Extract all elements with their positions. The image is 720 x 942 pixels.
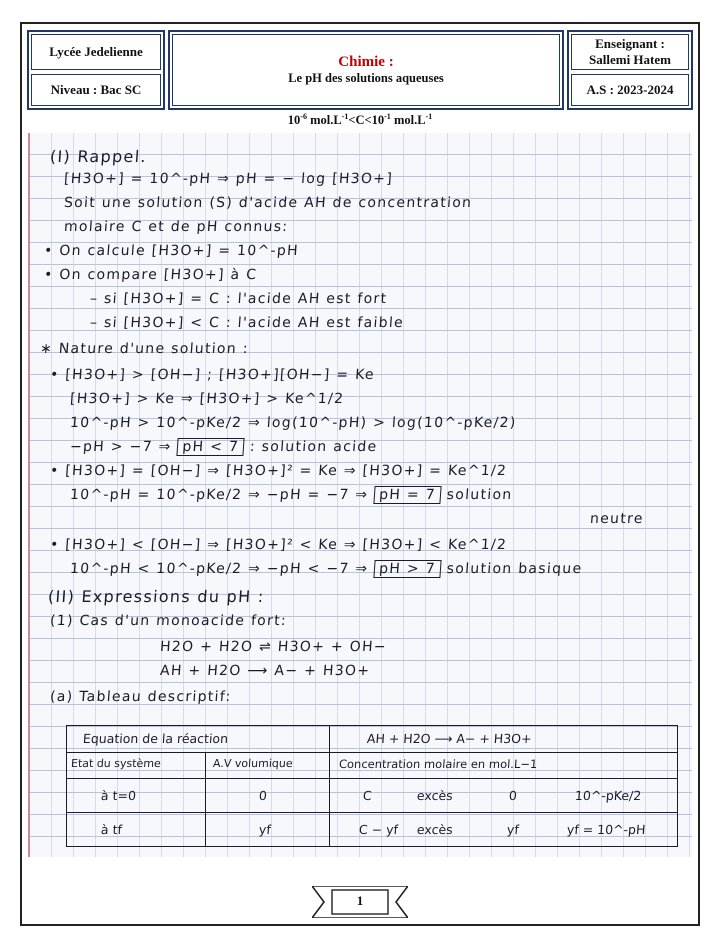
boxed-result: pH > 7	[374, 560, 442, 578]
note-line: Soit une solution (S) d'acide AH de concentration	[63, 195, 473, 211]
table-cell: A.V volumique	[212, 757, 294, 770]
table-cell: Equation de la réaction	[82, 731, 229, 746]
page-number: 1	[356, 893, 364, 908]
note-line: • On compare [H3O+] à C	[43, 267, 258, 283]
table-cell: 0	[508, 788, 518, 803]
note-line: ∗ Nature d'une solution :	[39, 341, 250, 357]
table-cell: yf	[506, 822, 520, 837]
table-rule	[329, 726, 330, 846]
table-cell: yf = 10^-pH	[566, 822, 646, 837]
concentration-condition	[0, 112, 720, 128]
table-cell: C − yf	[358, 822, 399, 837]
cond-exp: -1	[384, 112, 391, 121]
table-cell: C	[362, 788, 373, 803]
note-line	[69, 487, 513, 503]
note-text: solution	[446, 487, 514, 503]
cond-exp: -1	[425, 112, 433, 121]
note-line	[69, 561, 583, 577]
table-rule	[67, 752, 677, 753]
school-name: Lycée Jedelienne	[31, 34, 161, 70]
table-rule	[67, 812, 677, 813]
note-line: (1) Cas d'un monoacide fort:	[49, 613, 288, 629]
note-text: solution basique	[446, 561, 583, 577]
table-cell: 10^-pKe/2	[574, 788, 642, 803]
descriptive-table	[66, 725, 678, 847]
note-line: [H3O+] > Ke ⇒ [H3O+] > Ke^1/2	[69, 391, 345, 407]
table-cell: à tf	[100, 822, 123, 837]
note-line: • [H3O+] < [OH−] ⇒ [H3O+]² < Ke ⇒ [H3O+] < Ke^1/2	[49, 537, 508, 553]
cond-exp: -6	[300, 112, 307, 121]
cond-part: 10	[287, 113, 301, 128]
subject-title: Chimie :	[338, 54, 394, 70]
note-line: (a) Tableau descriptif:	[49, 689, 233, 705]
note-text: : solution acide	[249, 439, 378, 455]
cond-exp: -1	[341, 112, 349, 121]
teacher-label: Enseignant :	[595, 36, 665, 51]
note-text: 10^-pH = 10^-pKe/2 ⇒ −pH = −7 ⇒	[69, 487, 369, 503]
table-cell: Etat du système	[70, 757, 162, 770]
note-line: – si [H3O+] = C : l'acide AH est fort	[89, 291, 388, 307]
title-box	[172, 34, 560, 106]
note-line: [H3O+] = 10^-pH ⇒ pH = − log [H3O+]	[63, 171, 394, 187]
table-rule	[67, 778, 677, 779]
header	[27, 30, 693, 110]
table-cell: Concentration molaire en mol.L−1	[338, 757, 538, 771]
note-line: H2O + H2O ⇌ H3O+ + OH−	[159, 639, 388, 655]
table-cell: 0	[258, 788, 268, 803]
handwritten-notes-photo	[28, 133, 692, 857]
table-cell: excès	[416, 788, 454, 803]
cond-part: mol.L	[390, 113, 426, 128]
table-cell: yf	[258, 822, 272, 837]
section-heading: (I) Rappel.	[49, 147, 148, 166]
page-number-badge	[312, 886, 408, 918]
teacher-name: Sallemi Hatem	[589, 52, 671, 67]
table-cell: à t=0	[100, 788, 137, 803]
note-line: 10^-pH > 10^-pKe/2 ⇒ log(10^-pH) > log(10^-pKe/2)	[69, 415, 518, 431]
boxed-result: pH = 7	[374, 486, 442, 504]
note-text: −pH > −7 ⇒	[69, 439, 173, 455]
note-line: – si [H3O+] < C : l'acide AH est faible	[89, 315, 405, 331]
note-line: • On calcule [H3O+] = 10^-pH	[43, 243, 300, 259]
class-level: Niveau : Bac SC	[31, 74, 161, 106]
lesson-title: Le pH des solutions aqueuses	[288, 71, 444, 85]
cond-part: <C<10	[348, 113, 385, 128]
note-line: neutre	[589, 511, 645, 527]
table-cell: excès	[416, 822, 454, 837]
table-cell: AH + H2O ⟶ A− + H3O+	[366, 731, 533, 746]
boxed-result: pH < 7	[177, 438, 245, 456]
section-heading: (II) Expressions du pH :	[47, 587, 266, 606]
note-line: molaire C et de pH connus:	[63, 219, 289, 235]
note-line	[69, 439, 378, 455]
note-line: AH + H2O ⟶ A− + H3O+	[159, 663, 371, 679]
note-line: • [H3O+] = [OH−] ⇒ [H3O+]² = Ke ⇒ [H3O+] = Ke^1/2	[49, 463, 508, 479]
note-text: 10^-pH < 10^-pKe/2 ⇒ −pH < −7 ⇒	[69, 561, 369, 577]
school-year: A.S : 2023-2024	[571, 74, 689, 106]
table-rule	[205, 752, 206, 846]
note-line: • [H3O+] > [OH−] ; [H3O+][OH−] = Ke	[49, 367, 376, 383]
cond-part: mol.L	[306, 113, 342, 128]
teacher-box	[571, 34, 689, 70]
